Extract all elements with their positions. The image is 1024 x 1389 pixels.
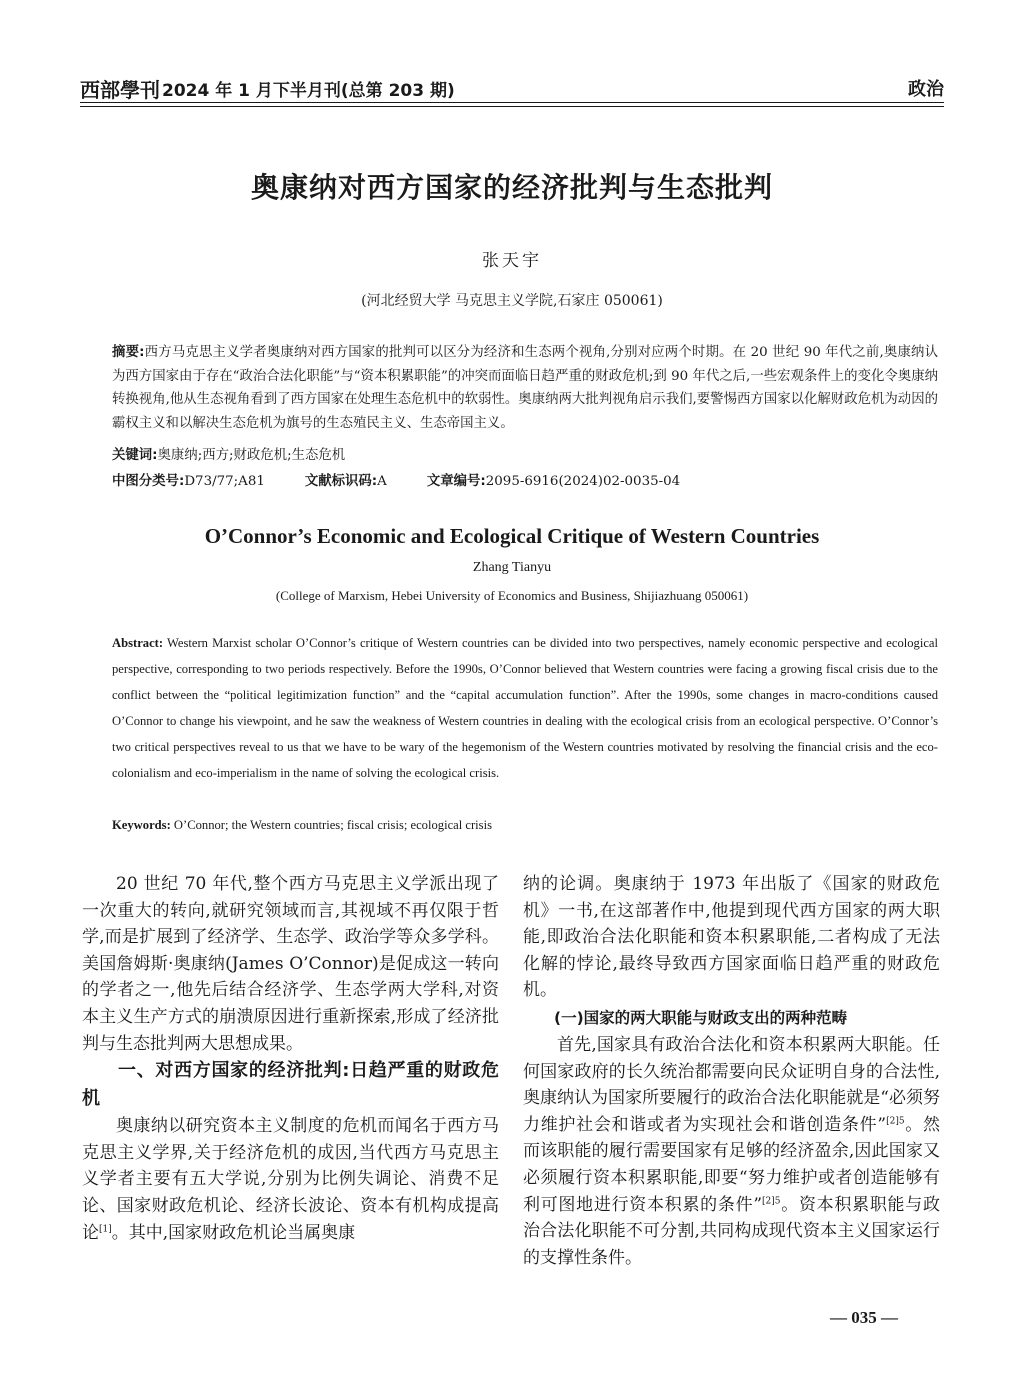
body-text: 。资本积累职能与政治合法化职能不可分割,共同构成现代资本主义国家运行的支撑性条件。 (523, 1194, 940, 1268)
citation-ref: [1] (99, 1223, 112, 1234)
doc-code-value: A (377, 474, 387, 489)
keywords-text-cn: 奥康纳;西方;财政危机;生态危机 (157, 448, 346, 463)
abstract-text-en: Western Marxist scholar O’Connor’s critique of Western countries can be divided into two perspectives, namely economic perspective and ecological perspective, corresponding to two periods respectively. Before the 1990s, O’Connor believed that Western countries were facing a growing fiscal crisis due to the conflict between the “political legitimization function” and the “capital accumulation function”. After the 1990s, some changes in macro-conditions caused O’Connor to change his viewpoint, and he saw the weakness of Western countries in dealing with the ecological crisis from an ecological perspective. O’Connor’s two critical perspectives reveal to us that we have to be wary of the hegemonism of the Western countries motivated by resolving the financial crisis and the eco-colonialism and eco-imperialism in the name of solving the ecological crisis. (112, 636, 939, 781)
section-heading-1: 一、对西方国家的经济批判:日趋严重的财政危机 (82, 1060, 499, 1110)
section-label: 政治 (908, 79, 944, 100)
keywords-cn (112, 444, 938, 463)
article-title-cn: 奥康纳对西方国家的经济批判与生态批判 (250, 171, 773, 204)
classification-row (112, 470, 938, 489)
abstract-label-cn: 摘要: (112, 345, 145, 360)
doc-code-label: 文献标识码: (304, 474, 378, 489)
keywords-label-cn: 关键词: (112, 448, 158, 463)
running-header (80, 68, 944, 104)
article-title-en: O’Connor’s Economic and Ecological Critique of Western Countries (204, 524, 820, 548)
keywords-label-en: Keywords: (112, 818, 171, 832)
journal-brand-logo: 西部學刊 (80, 78, 160, 102)
affiliation-en: (College of Marxism, Hebei University of Economics and Business, Shijiazhuang 050061) (275, 588, 749, 603)
body-column-right (523, 871, 940, 1271)
header-rule-thin (80, 106, 944, 107)
body-paragraph (82, 1113, 499, 1246)
author-name-cn: 张天宇 (482, 251, 542, 271)
body-paragraph: 纳的论调。奥康纳于 1973 年出版了《国家的财政危机》一书,在这部著作中,他提到现代西方国家的两大职能,即政治合法化职能和资本积累职能,二者构成了无法化解的悖论,最终导致西方国家面临日趋严重的财政危机。 (523, 874, 940, 1001)
page-number: — 035 — (830, 1308, 898, 1327)
body-text: 奥康纳以研究资本主义制度的危机而闻名于西方马克思主义学界,关于经济危机的成因,当代西方马克思主义学者主要有五大学说,分别为比例失调论、消费不足论、国家财政危机论、经济长波论、资本有机构成提高论 (82, 1116, 499, 1243)
keywords-text-en: O’Connor; the Western countries; fiscal crisis; ecological crisis (173, 818, 492, 832)
header-rule (80, 102, 944, 103)
affiliation-cn: (河北经贸大学 马克思主义学院,石家庄 050061) (361, 293, 663, 309)
clc-label: 中图分类号: (112, 474, 185, 489)
keywords-en (112, 818, 938, 833)
abstract-en (112, 630, 938, 787)
body-paragraph (523, 1032, 940, 1271)
clc-value: D73/77;A81 (184, 474, 265, 489)
body-text: 首先,国家具有政治合法化和资本积累两大职能。任何国家政府的长久统治都需要向民众证明自身的合法性,奥康纳认为国家所要履行的政治合法化职能就是“必须努力维护社会和谐或者为实现社会和谐创造条件” (523, 1034, 940, 1135)
journal-issue-info: 2024 年 1 月下半月刊(总第 203 期) (162, 81, 455, 101)
subsection-heading-1: (一)国家的两大职能与财政支出的两种范畴 (554, 1008, 848, 1027)
abstract-text-cn: 西方马克思主义学者奥康纳对西方国家的批判可以区分为经济和生态两个视角,分别对应两个时期。在 20 世纪 90 年代之前,奥康纳认为西方国家由于存在“政治合法化职能”与“资本积累职能”的冲突而面临日趋严重的财政危机;到 90 年代之后,一些宏观条件上的变化令奥康纳转换视角,他从生态视角看到了西方国家在处理生态危机中的软弱性。奥康纳两大批判视角启示我们,要警惕西方国家以化解财政危机为动因的霸权主义和以解决生态危机为旗号的生态殖民主义、生态帝国主义。 (112, 345, 938, 431)
abstract-label-en: Abstract: (112, 636, 164, 650)
body-column-left (82, 871, 499, 1246)
citation-ref: [2]5 (762, 1195, 781, 1206)
body-text: 。其中,国家财政危机论当属奥康 (111, 1222, 356, 1243)
citation-ref: [2]5 (886, 1116, 905, 1127)
article-number-value: 2095-6916(2024)02-0035-04 (485, 474, 681, 489)
abstract-cn (112, 341, 938, 435)
author-name-en: Zhang Tianyu (472, 560, 552, 575)
article-number-label: 文章编号: (426, 474, 486, 489)
body-paragraph: 20 世纪 70 年代,整个西方马克思主义学派出现了一次重大的转向,就研究领域而言,其视域不再仅限于哲学,而是扩展到了经济学、生态学、政治学等众多学科。美国詹姆斯·奥康纳(James O’Connor)是促成这一转向的学者之一,他先后结合经济学、生态学两大学科,对资本主义生产方式的崩溃原因进行重新探索,形成了经济批判与生态批判两大思想成果。 (82, 874, 499, 1054)
body-text: 。然而该职能的履行需要国家有足够的经济盈余,因此国家又必须履行资本积累职能,即要“努力维护或者创造能够有利可图地进行资本积累的条件” (523, 1114, 940, 1215)
